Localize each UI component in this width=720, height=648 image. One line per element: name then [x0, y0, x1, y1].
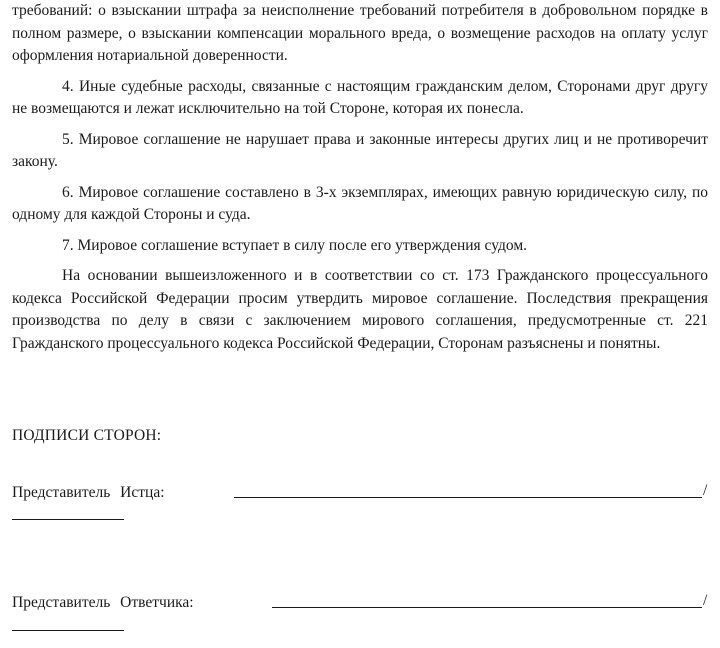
defendant-signature-line — [272, 607, 702, 608]
defendant-signature-row — [12, 594, 712, 612]
defendant-slash: / — [703, 592, 708, 609]
document-body — [12, 0, 708, 355]
defendant-label: Представитель Ответчика: — [12, 594, 194, 611]
plaintiff-signature-row — [12, 484, 712, 502]
paragraph-conclusion: На основании вышеизложенного и в соответствии со ст. 173 Гражданского процессуального кодекса Российской Федерации просим утвердить мировое соглашение. Последствия прекращения производства по делу в связи с заключением мирового соглашения, предусмотренные ст. 221 Гражданского процессуального кодекса Российской Федерации, Сторонам разъяснены и понятны. — [12, 267, 708, 352]
paragraph-clause-4: 4. Иные судебные расходы, связанные с настоящим гражданским делом, Сторонами друг другу не возмещаются и лежат исключительно на той Стороне, которая их понесла. — [12, 77, 708, 117]
signatures-heading: ПОДПИСИ СТОРОН: — [12, 427, 162, 444]
paragraph-clause-7: 7. Мировое соглашение вступает в силу после его утверждения судом. — [62, 236, 528, 254]
paragraph-continuation: требований: о взыскании штрафа за неисполнение требований потребителя в добровольном порядке в полном размере, о взыскании компенсации морального вреда, о возмещение расходов на оплату услуг оформления нотариальной доверенности. — [12, 2, 708, 64]
plaintiff-label: Представитель Истца: — [12, 484, 165, 501]
plaintiff-slash: / — [703, 482, 708, 499]
plaintiff-name-line — [12, 519, 124, 520]
plaintiff-signature-line — [234, 497, 702, 498]
defendant-name-line — [12, 630, 124, 631]
paragraph-clause-6: 6. Мировое соглашение составлено в 3-х экземплярах, имеющих равную юридическую силу, по одному для каждой Стороны и суда. — [12, 183, 708, 223]
paragraph-clause-5: 5. Мировое соглашение не нарушает права и законные интересы других лиц и не противоречит закону. — [12, 130, 708, 170]
